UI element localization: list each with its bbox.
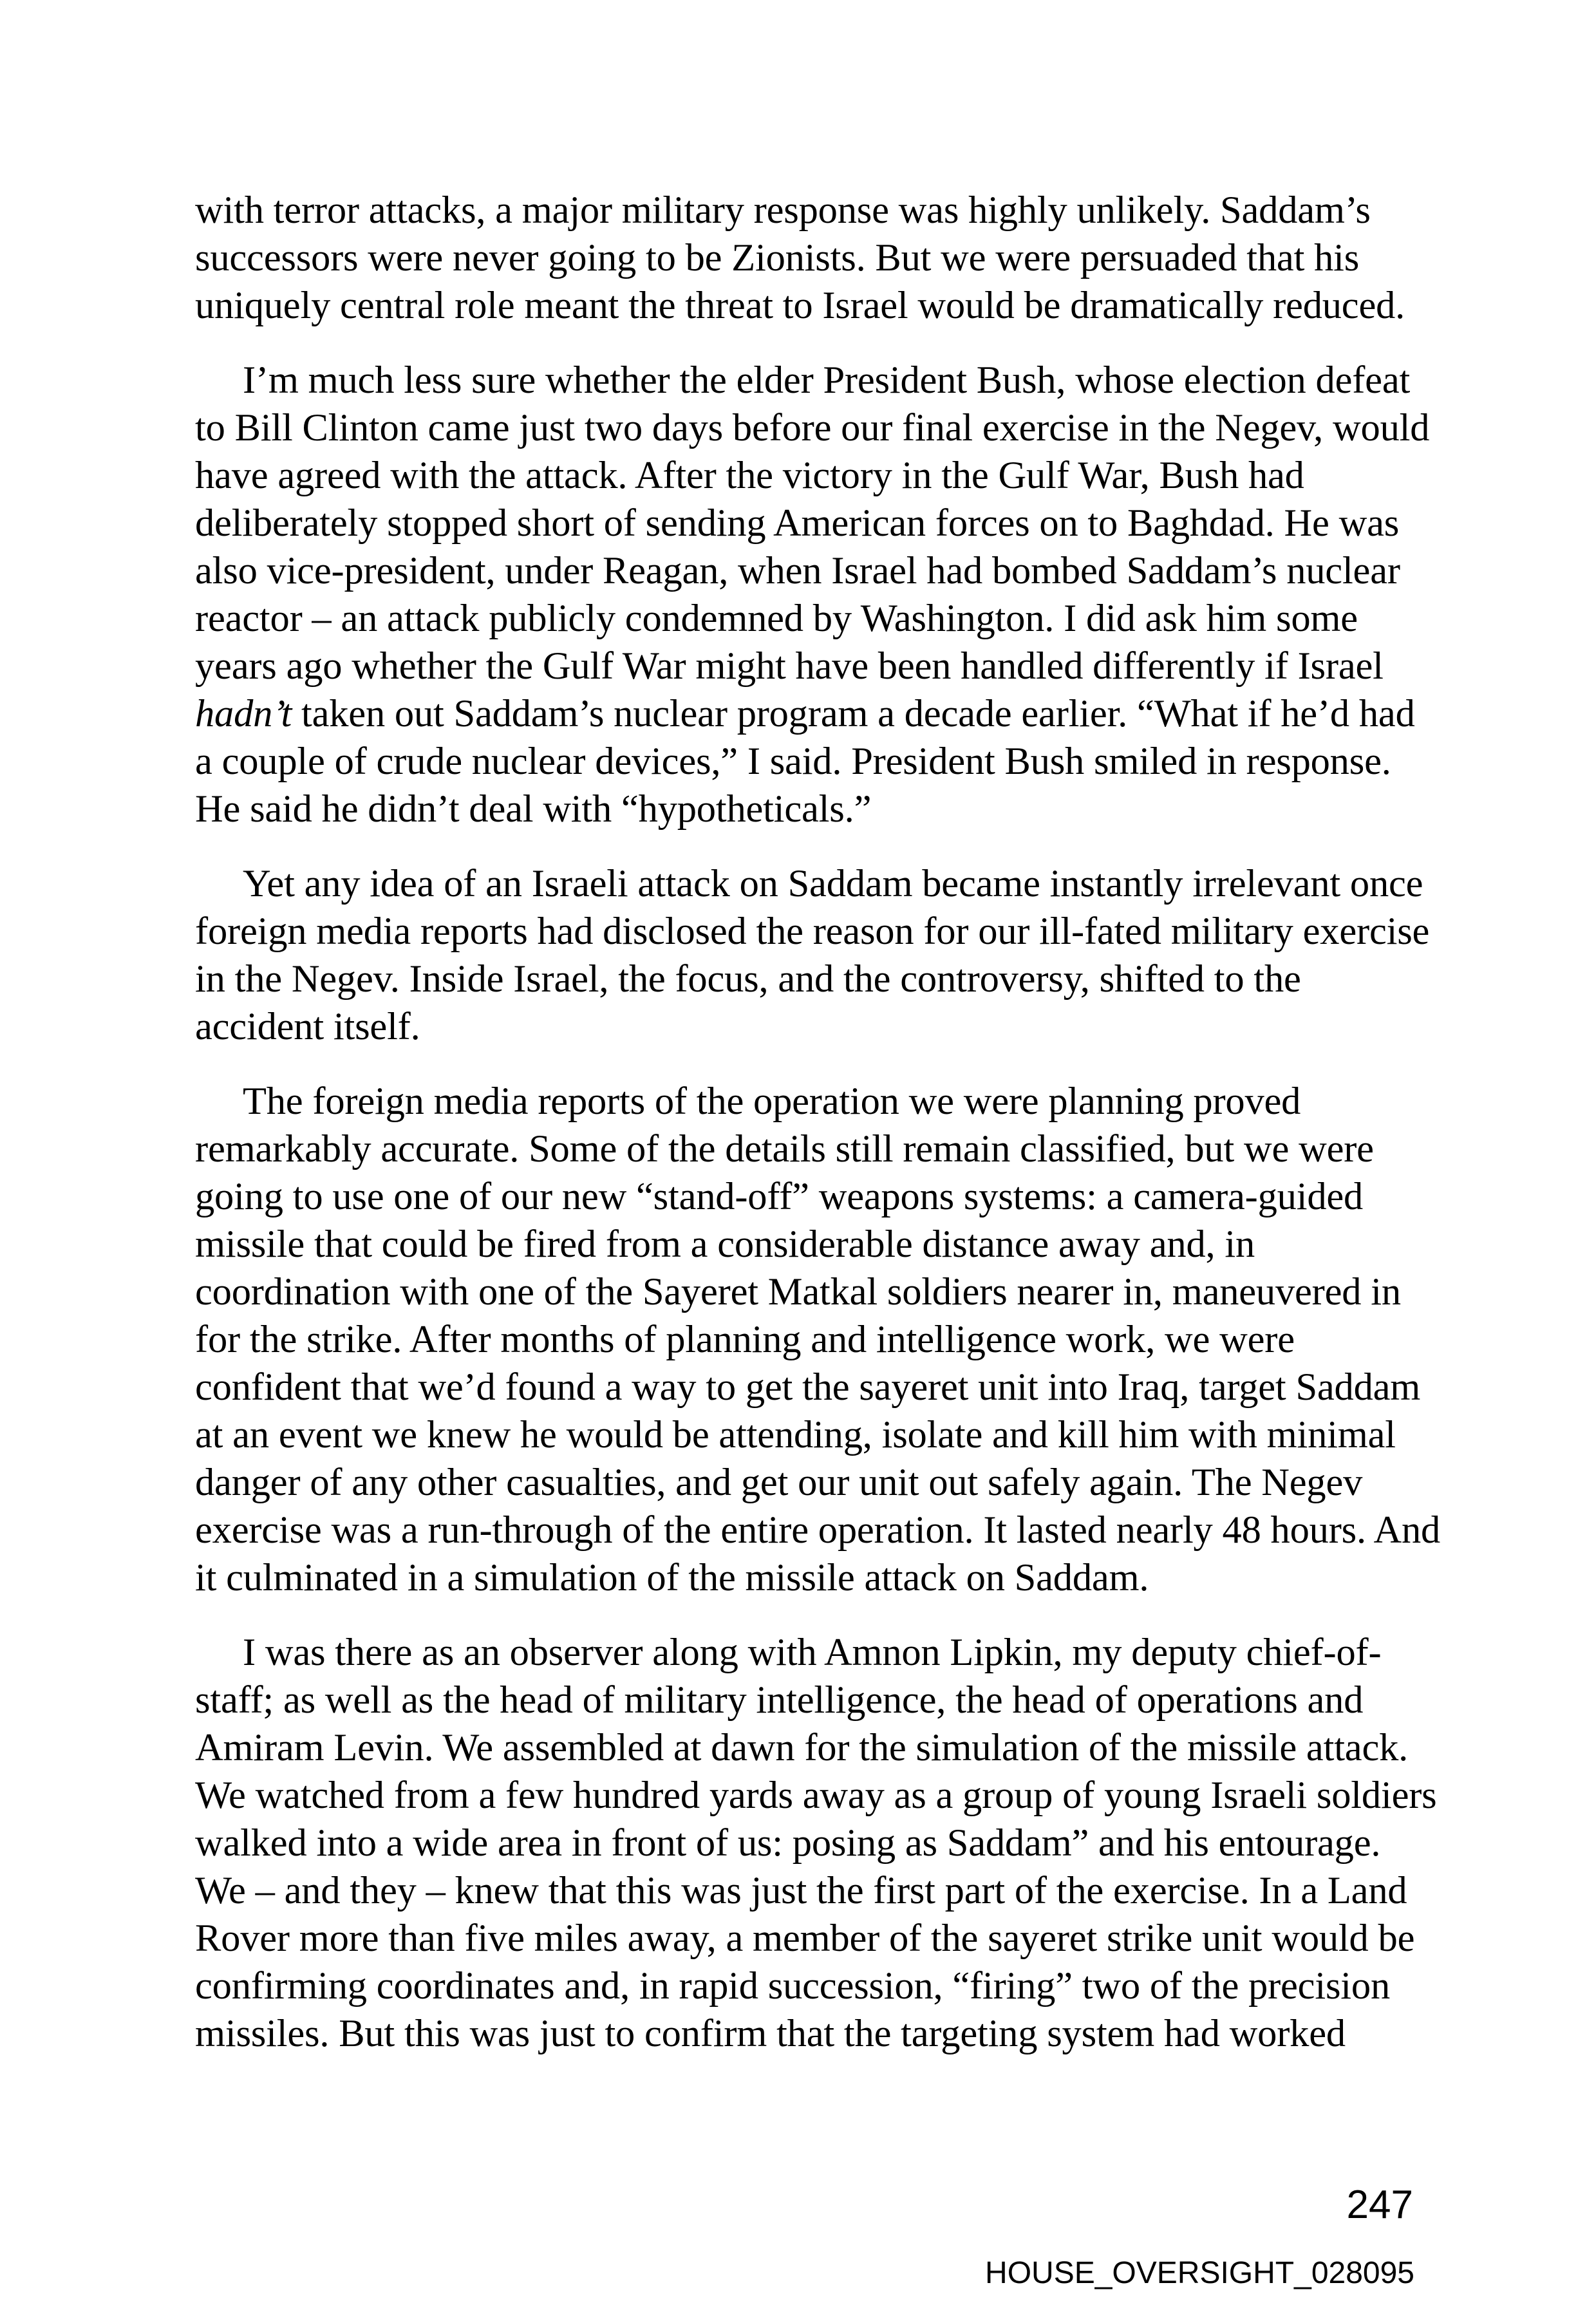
text-line: danger of any other casualties, and get our unit out safely again. The Negev [195,1461,1363,1504]
text-line: at an event we knew he would be attending, isolate and kill him with minimal [195,1413,1396,1456]
text-line: exercise was a run-through of the entire operation. It lasted nearly 48 hours. And [195,1509,1441,1552]
text-line: with terror attacks, a major military response was highly unlikely. Saddam’s [195,189,1371,232]
italic-emphasis: hadn’t [195,692,292,735]
text-line: Rover more than five miles away, a member of the sayeret strike unit would be [195,1917,1415,1960]
text-line: deliberately stopped short of sending American forces on to Baghdad. He was [195,502,1400,545]
text-line: We watched from a few hundred yards away as a group of young Israeli soldiers [195,1774,1437,1817]
text-line: confident that we’d found a way to get the sayeret unit into Iraq, target Saddam [195,1366,1421,1409]
text-line-with-italic [195,690,1418,738]
text-line: Amiram Levin. We assembled at dawn for the simulation of the missile attack. [195,1726,1409,1769]
text-line: to Bill Clinton came just two days before our final exercise in the Negev, would [195,406,1430,449]
text-line: reactor – an attack publicly condemned by Washington. I did ask him some [195,597,1358,640]
text-line: The foreign media reports of the operation we were planning proved [243,1080,1301,1123]
paragraph-5 [195,1629,1437,2058]
page-number: 247 [1346,2183,1413,2227]
text-line: confirming coordinates and, in rapid succession, “firing” two of the precision [195,1964,1391,2007]
text-line: I’m much less sure whether the elder President Bush, whose election defeat [243,359,1411,402]
text-line: for the strike. After months of planning and intelligence work, we were [195,1318,1295,1361]
text-line: uniquely central role meant the threat to Israel would be dramatically reduced. [195,284,1405,327]
text-line: coordination with one of the Sayeret Matkal soldiers nearer in, maneuvered in [195,1270,1401,1313]
text-line: I was there as an observer along with Amnon Lipkin, my deputy chief-of- [243,1631,1382,1674]
text-line: it culminated in a simulation of the missile attack on Saddam. [195,1556,1149,1599]
text-line-rest: taken out Saddam’s nuclear program a decade earlier. “What if he’d had [292,692,1415,735]
text-line: in the Negev. Inside Israel, the focus, and the controversy, shifted to the [195,957,1301,1001]
text-line: staff; as well as the head of military intelligence, the head of operations and [195,1678,1364,1722]
text-line: foreign media reports had disclosed the reason for our ill-fated military exercise [195,910,1430,953]
text-line: We – and they – knew that this was just the first part of the exercise. In a Land [195,1869,1407,1912]
text-line: years ago whether the Gulf War might have been handled differently if Israel [195,644,1384,688]
text-line: going to use one of our new “stand-off” weapons systems: a camera-guided [195,1175,1364,1218]
text-line: missile that could be fired from a considerable distance away and, in [195,1223,1255,1266]
text-line: have agreed with the attack. After the victory in the Gulf War, Bush had [195,454,1304,497]
text-line: walked into a wide area in front of us: posing as Saddam” and his entourage. [195,1821,1381,1865]
text-line: accident itself. [195,1005,420,1048]
paragraph-2 [195,357,1430,833]
paragraph-4 [195,1078,1441,1602]
text-line: He said he didn’t deal with “hypotheticals.” [195,787,872,831]
paragraph-3 [195,860,1430,1051]
text-line: Yet any idea of an Israeli attack on Saddam became instantly irrelevant once [243,862,1423,905]
bates-number: HOUSE_OVERSIGHT_028095 [985,2256,1414,2290]
text-line: missiles. But this was just to confirm that the targeting system had worked [195,2012,1346,2055]
text-line: also vice-president, under Reagan, when Israel had bombed Saddam’s nuclear [195,549,1400,592]
paragraph-1 [195,187,1418,330]
text-line: remarkably accurate. Some of the details still remain classified, but we were [195,1127,1374,1170]
text-line: successors were never going to be Zionists. But we were persuaded that his [195,236,1360,279]
page-body-text [195,187,1441,2085]
text-line: a couple of crude nuclear devices,” I said. President Bush smiled in response. [195,740,1391,783]
